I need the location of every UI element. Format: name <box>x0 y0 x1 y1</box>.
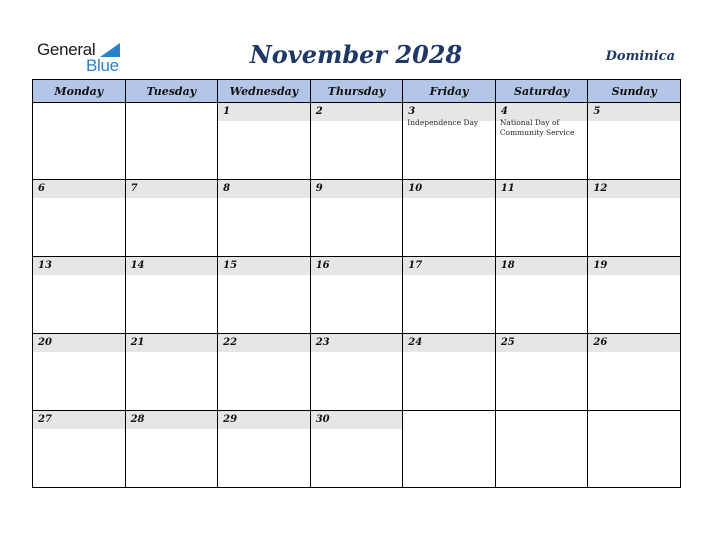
day-number-bar <box>403 180 495 198</box>
day-number: 16 <box>315 260 330 271</box>
day-cell <box>495 257 588 334</box>
day-number-bar <box>311 180 403 198</box>
day-cell <box>310 411 403 488</box>
weekday-header: Sunday <box>588 80 681 103</box>
day-number: 28 <box>130 414 145 425</box>
day-number: 4 <box>500 106 508 117</box>
weekday-header: Monday <box>33 80 126 103</box>
day-cell <box>125 257 218 334</box>
day-number: 29 <box>223 414 238 425</box>
holiday-label: Independence Day <box>407 118 479 127</box>
day-cell <box>310 334 403 411</box>
day-number-bar <box>403 334 495 352</box>
day-cell <box>218 411 311 488</box>
day-number-bar <box>218 180 310 198</box>
day-number: 13 <box>38 260 52 271</box>
day-number-bar <box>33 103 125 121</box>
week-row <box>33 334 681 411</box>
holiday-label: National Day of Community Service <box>499 118 575 137</box>
day-cell <box>495 180 588 257</box>
day-cell <box>125 334 218 411</box>
day-number-bar <box>218 103 310 121</box>
day-number: 5 <box>593 106 601 117</box>
weekday-header-row <box>33 80 681 103</box>
calendar-body <box>33 103 681 488</box>
day-cell <box>588 257 681 334</box>
week-row <box>33 180 681 257</box>
day-cell <box>33 180 126 257</box>
week-row <box>33 103 681 180</box>
day-number: 24 <box>408 337 423 348</box>
day-number-bar <box>126 411 218 429</box>
weekday-header: Friday <box>403 80 496 103</box>
week-row <box>33 257 681 334</box>
weekday-header: Tuesday <box>125 80 218 103</box>
day-number: 2 <box>315 106 323 117</box>
day-number: 30 <box>315 414 330 425</box>
day-cell <box>33 257 126 334</box>
day-number: 19 <box>593 260 608 271</box>
day-number: 23 <box>315 337 330 348</box>
day-cell <box>33 334 126 411</box>
day-number-bar <box>126 257 218 275</box>
day-number: 20 <box>38 337 52 348</box>
day-cell <box>33 103 126 180</box>
day-number: 6 <box>38 183 45 194</box>
day-number-bar <box>33 411 125 429</box>
day-cell <box>218 180 311 257</box>
day-number: 12 <box>593 183 608 194</box>
day-number: 26 <box>593 337 608 348</box>
day-cell <box>403 103 496 180</box>
day-number-bar <box>33 257 125 275</box>
day-number-bar <box>588 103 680 121</box>
day-number-bar <box>496 334 588 352</box>
day-number-bar <box>33 180 125 198</box>
day-number-bar <box>218 257 310 275</box>
calendar-grid <box>32 79 681 488</box>
day-cell <box>495 103 588 180</box>
day-cell <box>588 180 681 257</box>
day-number-bar <box>311 334 403 352</box>
day-number-bar <box>496 411 588 429</box>
week-row <box>33 411 681 488</box>
day-number: 22 <box>223 337 238 348</box>
day-number-bar <box>311 257 403 275</box>
day-number: 27 <box>38 414 52 425</box>
day-number-bar <box>33 334 125 352</box>
day-number-bar <box>403 257 495 275</box>
day-number-bar <box>126 334 218 352</box>
calendar-title: November 2028 <box>249 40 463 69</box>
day-number: 1 <box>223 106 231 117</box>
day-number: 11 <box>500 183 515 194</box>
day-cell <box>403 257 496 334</box>
day-number: 21 <box>130 337 145 348</box>
day-number-bar <box>588 180 680 198</box>
day-cell <box>33 411 126 488</box>
logo-text-general: General <box>37 40 96 59</box>
day-cell <box>588 411 681 488</box>
day-cell <box>495 411 588 488</box>
day-number: 8 <box>223 183 231 194</box>
day-number-bar <box>311 411 403 429</box>
day-cell <box>403 411 496 488</box>
weekday-header: Wednesday <box>218 80 311 103</box>
day-cell <box>310 103 403 180</box>
day-cell <box>218 103 311 180</box>
day-cell <box>218 257 311 334</box>
country-name: Dominica <box>605 49 675 64</box>
day-cell <box>310 180 403 257</box>
day-number-bar <box>403 411 495 429</box>
day-cell <box>218 334 311 411</box>
day-number-bar <box>588 257 680 275</box>
day-number: 15 <box>223 260 238 271</box>
day-number-bar <box>218 334 310 352</box>
day-number-bar <box>218 411 310 429</box>
day-number-bar <box>496 257 588 275</box>
day-number: 18 <box>500 260 515 271</box>
logo-text-blue: Blue <box>86 56 119 75</box>
day-cell <box>495 334 588 411</box>
day-number: 14 <box>130 260 145 271</box>
day-number: 9 <box>315 183 323 194</box>
day-cell <box>403 180 496 257</box>
weekday-header: Saturday <box>495 80 588 103</box>
day-cell <box>403 334 496 411</box>
day-number-bar <box>588 411 680 429</box>
day-cell <box>125 411 218 488</box>
day-number-bar <box>588 334 680 352</box>
day-cell <box>125 180 218 257</box>
day-number-bar <box>496 180 588 198</box>
day-number: 7 <box>130 183 138 194</box>
day-number-bar <box>126 180 218 198</box>
day-number: 25 <box>500 337 515 348</box>
day-number-bar <box>311 103 403 121</box>
day-cell <box>125 103 218 180</box>
day-cell <box>310 257 403 334</box>
day-cell <box>588 103 681 180</box>
weekday-header: Thursday <box>310 80 403 103</box>
day-number: 10 <box>408 183 423 194</box>
day-number-bar <box>126 103 218 121</box>
day-cell <box>588 334 681 411</box>
day-number: 3 <box>408 106 416 117</box>
day-number: 17 <box>408 260 423 271</box>
